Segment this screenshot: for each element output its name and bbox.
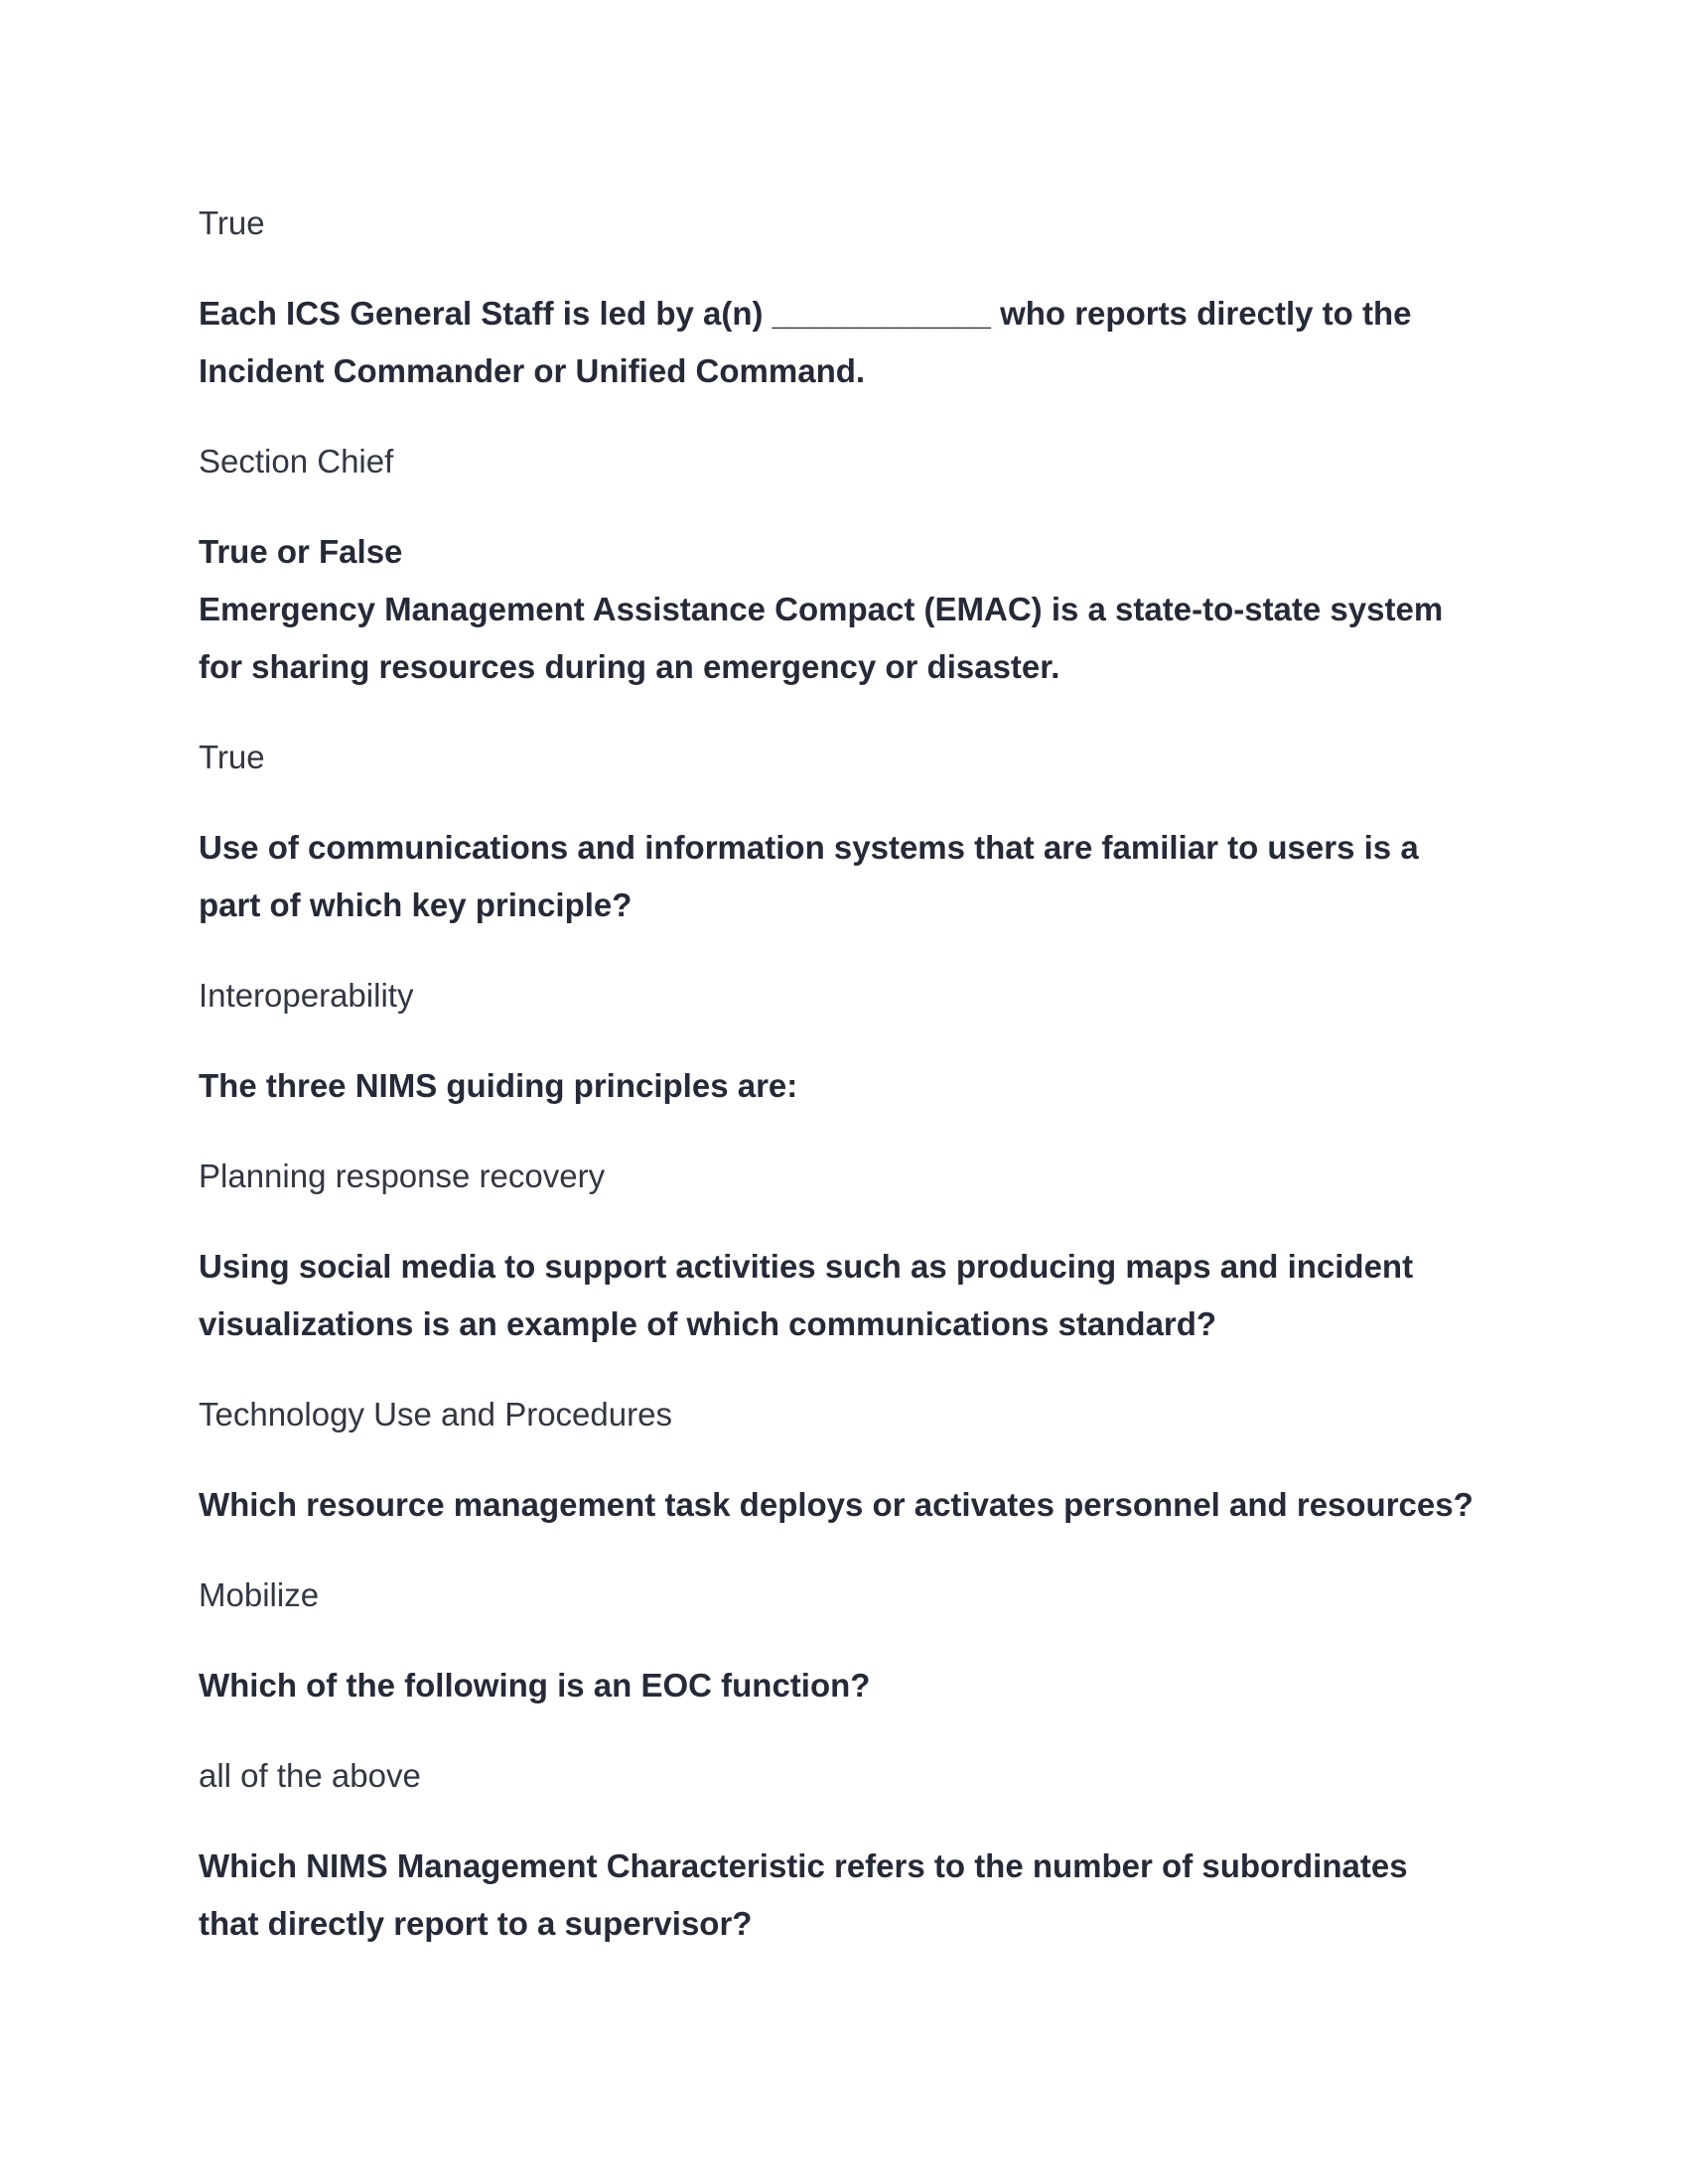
- question-line: Incident Commander or Unified Command.: [199, 352, 866, 389]
- answer-text: Technology Use and Procedures: [199, 1396, 672, 1433]
- answer-text: Interoperability: [199, 977, 414, 1014]
- answer-text: Section Chief: [199, 443, 394, 479]
- question-line: Which NIMS Management Characteristic refers to the number of subordinates: [199, 1847, 1408, 1884]
- question-line: Which of the following is an EOC function?: [199, 1667, 871, 1704]
- question-line: Emergency Management Assistance Compact (EMAC) is a state-to-state system: [199, 591, 1444, 627]
- question-line: that directly report to a supervisor?: [199, 1905, 753, 1942]
- question-line: visualizations is an example of which communications standard?: [199, 1305, 1217, 1342]
- answer-text: all of the above: [199, 1757, 421, 1794]
- question-text: [199, 1838, 1509, 1953]
- question-text: [199, 523, 1509, 696]
- answer-text: Mobilize: [199, 1576, 320, 1613]
- question-line: part of which key principle?: [199, 887, 633, 923]
- question-line: The three NIMS guiding principles are:: [199, 1067, 798, 1104]
- question-text: [199, 819, 1509, 934]
- question-text: [199, 1057, 1509, 1115]
- question-line: Each ICS General Staff is led by a(n) ____________ who reports directly to the: [199, 295, 1412, 332]
- document-page: [199, 195, 1509, 1985]
- question-line: True or False: [199, 533, 403, 570]
- question-text: [199, 1238, 1509, 1353]
- question-text: [199, 285, 1509, 400]
- question-line: Use of communications and information systems that are familiar to users is a: [199, 829, 1419, 866]
- question-text: [199, 1657, 1509, 1714]
- question-text: [199, 1476, 1509, 1534]
- answer-text: True: [199, 205, 265, 241]
- question-line: for sharing resources during an emergency or disaster.: [199, 648, 1060, 685]
- question-line: Which resource management task deploys or activates personnel and resources?: [199, 1486, 1474, 1523]
- question-line: Using social media to support activities such as producing maps and incident: [199, 1248, 1414, 1285]
- answer-text: True: [199, 739, 265, 775]
- answer-text: Planning response recovery: [199, 1158, 606, 1194]
